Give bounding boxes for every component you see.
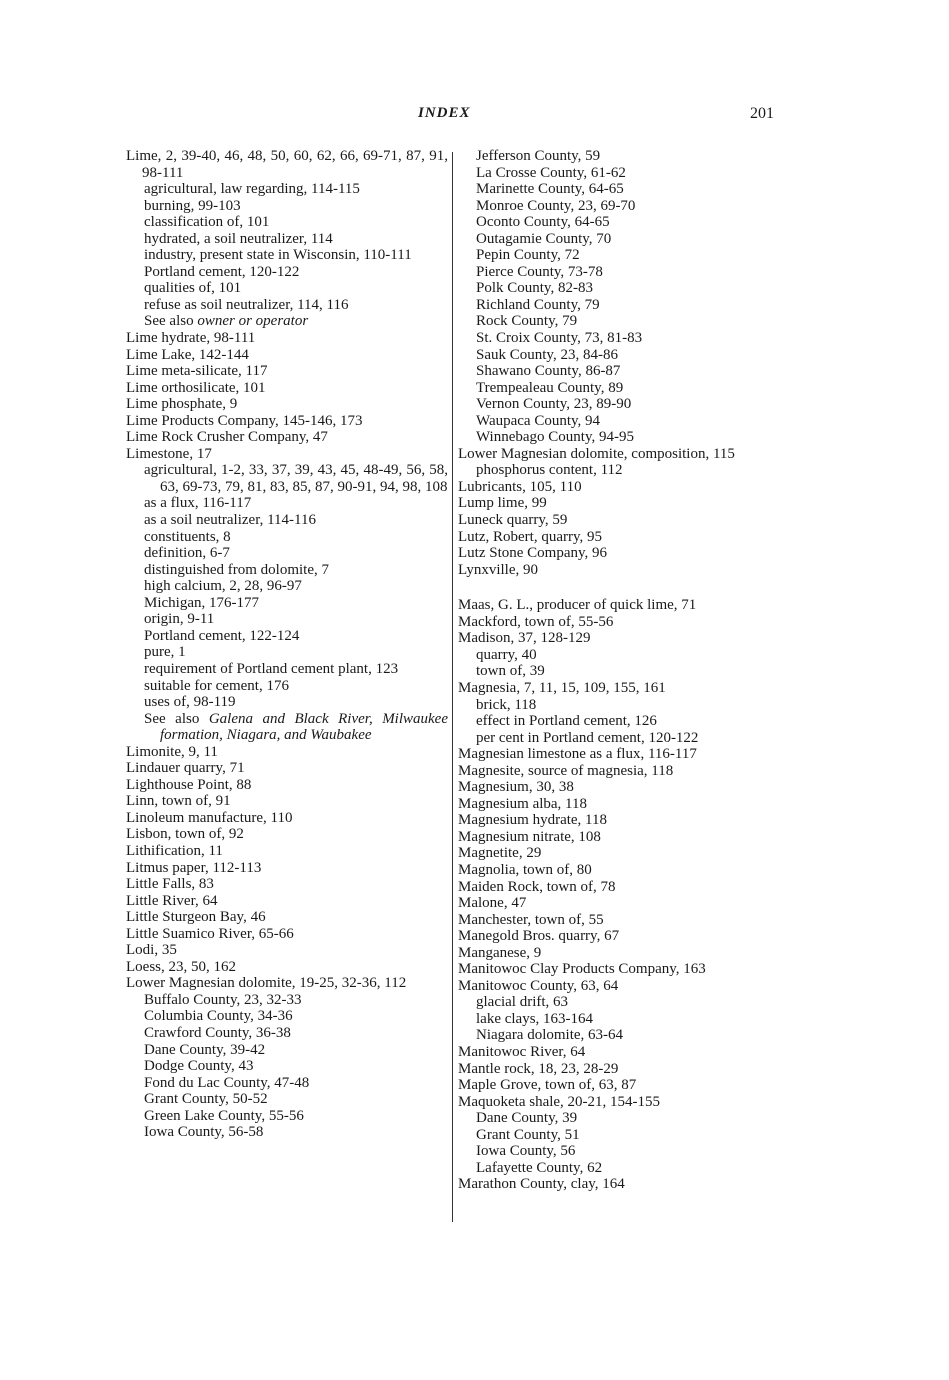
index-subentry: [458, 181, 778, 198]
index-subentry: [458, 697, 778, 714]
index-entry: [126, 760, 448, 777]
index-subentry: [458, 148, 778, 165]
entry-text: Lime phosphate, 9: [126, 396, 238, 413]
index-entry: [126, 926, 448, 943]
index-subentry: [126, 280, 448, 297]
entry-text: hydrated, a soil neutralizer, 114: [144, 230, 333, 247]
index-subentry: [126, 529, 448, 546]
index-entry: [458, 529, 778, 546]
index-entry: [458, 479, 778, 496]
index-subentry: [126, 1008, 448, 1025]
entry-text: Sauk County, 23, 84-86: [476, 346, 618, 363]
index-entry: [126, 744, 448, 761]
index-entry: [458, 680, 778, 697]
entry-text: Pepin County, 72: [476, 247, 580, 264]
entry-text: Michigan, 176-177: [144, 594, 259, 611]
entry-text: phosphorus content, 112: [476, 462, 623, 479]
index-entry: [126, 148, 448, 181]
entry-text: Magnetite, 29: [458, 845, 542, 862]
entry-text: industry, present state in Wisconsin, 110-111: [144, 247, 412, 264]
index-subentry: [458, 663, 778, 680]
entry-text: pure, 1: [144, 644, 186, 661]
entry-text: Lime Products Company, 145-146, 173: [126, 412, 363, 429]
index-subentry: [458, 231, 778, 248]
index-entry: [126, 793, 448, 810]
entry-text: Marathon County, clay, 164: [458, 1176, 625, 1193]
entry-text: See also: [144, 710, 209, 727]
entry-text: Winnebago County, 94-95: [476, 429, 634, 446]
index-entry: [126, 363, 448, 380]
index-subentry: [458, 396, 778, 413]
entry-text: Niagara dolomite, 63-64: [476, 1027, 624, 1044]
entry-text: La Crosse County, 61-62: [476, 164, 626, 181]
index-entry: [126, 909, 448, 926]
index-entry: [458, 446, 778, 463]
entry-text: refuse as soil neutralizer, 114, 116: [144, 296, 349, 313]
entry-text: Richland County, 79: [476, 296, 600, 313]
entry-text: Lisbon, town of, 92: [126, 826, 244, 843]
entry-text: Vernon County, 23, 89-90: [476, 396, 632, 413]
index-entry: [126, 429, 448, 446]
entry-text: Manganese, 9: [458, 944, 542, 961]
index-entry: [458, 1061, 778, 1078]
page-number: 201: [750, 105, 774, 122]
entry-text: Lutz Stone Company, 96: [458, 545, 608, 562]
entry-text: Lime Rock Crusher Company, 47: [126, 429, 328, 446]
entry-text: as a soil neutralizer, 114-116: [144, 512, 316, 529]
index-subentry: [458, 462, 778, 479]
index-subentry: [458, 380, 778, 397]
index-entry: [458, 1176, 778, 1193]
entry-text: brick, 118: [476, 696, 537, 713]
entry-text: Manitowoc River, 64: [458, 1043, 586, 1060]
entry-text: burning, 99-103: [144, 197, 241, 214]
entry-text: Green Lake County, 55-56: [144, 1107, 304, 1124]
entry-text: Polk County, 82-83: [476, 280, 593, 297]
index-subentry: [126, 595, 448, 612]
entry-text: Magnesian limestone as a flux, 116-117: [458, 746, 697, 763]
entry-text: Dane County, 39: [476, 1110, 578, 1127]
index-subentry: [126, 297, 448, 314]
entry-text: Fond du Lac County, 47-48: [144, 1074, 310, 1091]
index-subentry: [458, 1011, 778, 1028]
entry-text: Columbia County, 34-36: [144, 1008, 293, 1025]
entry-cross-reference: owner or operator: [197, 313, 309, 330]
index-entry: [458, 1077, 778, 1094]
entry-text: Dodge County, 43: [144, 1058, 254, 1075]
entry-text: Trempealeau County, 89: [476, 379, 624, 396]
index-subentry: [458, 297, 778, 314]
index-entry: [126, 959, 448, 976]
index-subentry: [458, 214, 778, 231]
index-subentry: [458, 363, 778, 380]
entry-text: glacial drift, 63: [476, 994, 569, 1011]
index-entry: [458, 829, 778, 846]
entry-text: Mackford, town of, 55-56: [458, 613, 614, 630]
index-entry: [458, 630, 778, 647]
index-subentry: [126, 181, 448, 198]
entry-text: Little River, 64: [126, 892, 218, 909]
entry-text: uses of, 98-119: [144, 694, 236, 711]
index-entry: [126, 860, 448, 877]
entry-text: as a flux, 116-117: [144, 495, 252, 512]
entry-text: Lime orthosilicate, 101: [126, 379, 266, 396]
entry-text: Linn, town of, 91: [126, 793, 231, 810]
index-subentry: [126, 198, 448, 215]
entry-text: Lime hydrate, 98-111: [126, 330, 256, 347]
entry-text: Limonite, 9, 11: [126, 743, 218, 760]
index-entry: [458, 614, 778, 631]
index-entry: [458, 512, 778, 529]
entry-text: Lower Magnesian dolomite, 19-25, 32-36, 112: [126, 975, 407, 992]
entry-text: Lodi, 35: [126, 942, 177, 959]
index-subentry: [126, 1058, 448, 1075]
index-entry: [458, 763, 778, 780]
entry-text: Magnesium, 30, 38: [458, 779, 574, 796]
entry-text: Iowa County, 56: [476, 1143, 576, 1160]
entry-text: Iowa County, 56-58: [144, 1124, 264, 1141]
index-subentry: [126, 1042, 448, 1059]
index-entry: [458, 779, 778, 796]
entry-text: Grant County, 50-52: [144, 1091, 268, 1108]
entry-text: Manitowoc Clay Products Company, 163: [458, 961, 706, 978]
entry-text: Loess, 23, 50, 162: [126, 958, 236, 975]
entry-text: distinguished from dolomite, 7: [144, 561, 329, 578]
entry-text: Oconto County, 64-65: [476, 214, 610, 231]
index-entry: [458, 895, 778, 912]
index-subentry: [126, 545, 448, 562]
index-subentry: [458, 730, 778, 747]
entry-text: St. Croix County, 73, 81-83: [476, 330, 643, 347]
index-entry: [126, 942, 448, 959]
index-subentry: [126, 678, 448, 695]
entry-text: Lynxville, 90: [458, 561, 538, 578]
index-subentry: [126, 1091, 448, 1108]
entry-text: Lighthouse Point, 88: [126, 776, 252, 793]
entry-text: Manitowoc County, 63, 64: [458, 977, 619, 994]
entry-text: Lime, 2, 39-40, 46, 48, 50, 60, 62, 66, 69-71, 87, 91, 98-111: [126, 148, 448, 181]
entry-text: requirement of Portland cement plant, 123: [144, 660, 399, 677]
index-entry: [126, 446, 448, 463]
entry-text: Outagamie County, 70: [476, 230, 612, 247]
entry-text: Malone, 47: [458, 895, 527, 912]
index-entry: [458, 746, 778, 763]
entry-text: Lime Lake, 142-144: [126, 346, 249, 363]
entry-text: Lafayette County, 62: [476, 1159, 603, 1176]
index-subentry: [458, 1143, 778, 1160]
index-subentry: [126, 611, 448, 628]
index-subentry: [458, 647, 778, 664]
entry-text: Manchester, town of, 55: [458, 911, 604, 928]
entry-text: Luneck quarry, 59: [458, 512, 568, 529]
index-subentry: [458, 330, 778, 347]
entry-text: Magnesium hydrate, 118: [458, 812, 607, 829]
index-subentry: [458, 347, 778, 364]
index-entry: [458, 961, 778, 978]
entry-text: Lindauer quarry, 71: [126, 760, 245, 777]
entry-text: classification of, 101: [144, 214, 270, 231]
index-subentry: [458, 1127, 778, 1144]
entry-text: Magnolia, town of, 80: [458, 861, 592, 878]
column-divider: [452, 152, 453, 1222]
index-subentry: [126, 231, 448, 248]
entry-text: Waupaca County, 94: [476, 412, 601, 429]
index-entry: [458, 495, 778, 512]
entry-text: Lower Magnesian dolomite, composition, 115: [458, 445, 735, 462]
entry-text: Maple Grove, town of, 63, 87: [458, 1077, 637, 1094]
index-entry: [126, 413, 448, 430]
index-subentry: [126, 1025, 448, 1042]
index-entry: [458, 945, 778, 962]
entry-text: Rock County, 79: [476, 313, 578, 330]
index-subentry: [126, 694, 448, 711]
index-subentry: [458, 165, 778, 182]
entry-text: Litmus paper, 112-113: [126, 859, 262, 876]
entry-text: Magnesium nitrate, 108: [458, 828, 601, 845]
entry-text: Pierce County, 73-78: [476, 263, 603, 280]
entry-text: agricultural, law regarding, 114-115: [144, 181, 360, 198]
index-entry: [458, 545, 778, 562]
index-entry: [458, 1094, 778, 1111]
entry-text: lake clays, 163-164: [476, 1010, 594, 1027]
entry-text: origin, 9-11: [144, 611, 215, 628]
index-subentry: [458, 264, 778, 281]
entry-text: Little Sturgeon Bay, 46: [126, 909, 266, 926]
index-entry: [126, 826, 448, 843]
index-subentry: [458, 313, 778, 330]
index-entry: [126, 893, 448, 910]
entry-text: Lump lime, 99: [458, 495, 547, 512]
index-subentry: [126, 512, 448, 529]
running-title: INDEX: [418, 105, 471, 121]
index-entry: [126, 396, 448, 413]
index-entry: [458, 879, 778, 896]
index-subentry: [458, 994, 778, 1011]
entry-text: suitable for cement, 176: [144, 677, 289, 694]
index-entry: [458, 928, 778, 945]
entry-text: Dane County, 39-42: [144, 1041, 266, 1058]
index-entry: [458, 597, 778, 614]
index-subentry: [126, 628, 448, 645]
entry-text: qualities of, 101: [144, 280, 242, 297]
entry-text: Magnesite, source of magnesia, 118: [458, 762, 674, 779]
index-subentry: [126, 644, 448, 661]
index-entry: [126, 843, 448, 860]
entry-text: Madison, 37, 128-129: [458, 630, 591, 647]
entry-text: Maiden Rock, town of, 78: [458, 878, 616, 895]
entry-cross-reference: Galena and Black River, Milwaukee formation, Niagara, and Waubakee: [160, 710, 448, 744]
index-subentry: [126, 264, 448, 281]
index-entry: [458, 796, 778, 813]
entry-text: Little Suamico River, 65-66: [126, 925, 294, 942]
entry-text: Marinette County, 64-65: [476, 181, 624, 198]
section-gap: [458, 578, 778, 597]
index-subentry: [458, 1110, 778, 1127]
entry-text: Little Falls, 83: [126, 876, 214, 893]
index-entry: [126, 975, 448, 992]
index-subentry: [458, 1027, 778, 1044]
index-subentry: [126, 247, 448, 264]
index-subentry: [126, 1124, 448, 1141]
entry-text: town of, 39: [476, 663, 545, 680]
index-subentry: [126, 462, 448, 495]
entry-text: Grant County, 51: [476, 1126, 580, 1143]
entry-text: Portland cement, 122-124: [144, 627, 300, 644]
index-entry: [458, 562, 778, 579]
index-subentry: [126, 495, 448, 512]
entry-text: Crawford County, 36-38: [144, 1024, 291, 1041]
index-subentry: [458, 429, 778, 446]
entry-text: Lubricants, 105, 110: [458, 478, 582, 495]
entry-text: Manegold Bros. quarry, 67: [458, 928, 620, 945]
index-subentry: [126, 661, 448, 678]
index-entry: [458, 1044, 778, 1061]
entry-text: Linoleum manufacture, 110: [126, 809, 293, 826]
index-subentry: [458, 1160, 778, 1177]
entry-text: Buffalo County, 23, 32-33: [144, 991, 302, 1008]
index-subentry: [126, 1075, 448, 1092]
entry-text: effect in Portland cement, 126: [476, 713, 657, 730]
entry-text: Maas, G. L., producer of quick lime, 71: [458, 597, 697, 614]
entry-text: Lutz, Robert, quarry, 95: [458, 528, 602, 545]
entry-text: Maquoketa shale, 20-21, 154-155: [458, 1093, 661, 1110]
page-header: [0, 105, 949, 127]
index-subentry: [458, 198, 778, 215]
index-entry: [126, 777, 448, 794]
entry-text: Mantle rock, 18, 23, 28-29: [458, 1060, 619, 1077]
index-entry: [126, 810, 448, 827]
entry-text: constituents, 8: [144, 528, 231, 545]
entry-text: high calcium, 2, 28, 96-97: [144, 578, 302, 595]
entry-text: Lithification, 11: [126, 842, 223, 859]
entry-text: Shawano County, 86-87: [476, 363, 621, 380]
index-entry: [458, 812, 778, 829]
index-entry: [458, 912, 778, 929]
index-entry: [458, 845, 778, 862]
index-entry: [126, 330, 448, 347]
index-subentry: [126, 214, 448, 231]
entry-text: See also: [144, 313, 198, 330]
index-subentry: [126, 578, 448, 595]
index-subentry: [126, 313, 448, 330]
index-subentry: [458, 413, 778, 430]
entry-text: Magnesium alba, 118: [458, 795, 588, 812]
index-subentry: [458, 713, 778, 730]
entry-text: quarry, 40: [476, 646, 537, 663]
index-entry: [458, 862, 778, 879]
index-subentry: [126, 562, 448, 579]
entry-text: Magnesia, 7, 11, 15, 109, 155, 161: [458, 679, 666, 696]
index-entry: [126, 380, 448, 397]
index-entry: [458, 978, 778, 995]
entry-text: Limestone, 17: [126, 445, 212, 462]
entry-text: definition, 6-7: [144, 545, 230, 562]
entry-text: Lime meta-silicate, 117: [126, 363, 268, 380]
entry-text: agricultural, 1-2, 33, 37, 39, 43, 45, 48-49, 56, 58, 63, 69-73, 79, 81, 83, 85, 87, 90-91, 94, 98, 108: [144, 462, 448, 495]
index-subentry: [458, 280, 778, 297]
index-column-left: [126, 148, 448, 1141]
index-subentry: [126, 1108, 448, 1125]
entry-text: Portland cement, 120-122: [144, 263, 300, 280]
index-subentry: [126, 992, 448, 1009]
entry-text: Monroe County, 23, 69-70: [476, 197, 636, 214]
entry-text: per cent in Portland cement, 120-122: [476, 729, 699, 746]
index-entry: [126, 876, 448, 893]
index-subentry: [126, 711, 448, 744]
index-column-right: [458, 148, 778, 1193]
entry-text: Jefferson County, 59: [476, 148, 601, 164]
index-entry: [126, 347, 448, 364]
index-subentry: [458, 247, 778, 264]
